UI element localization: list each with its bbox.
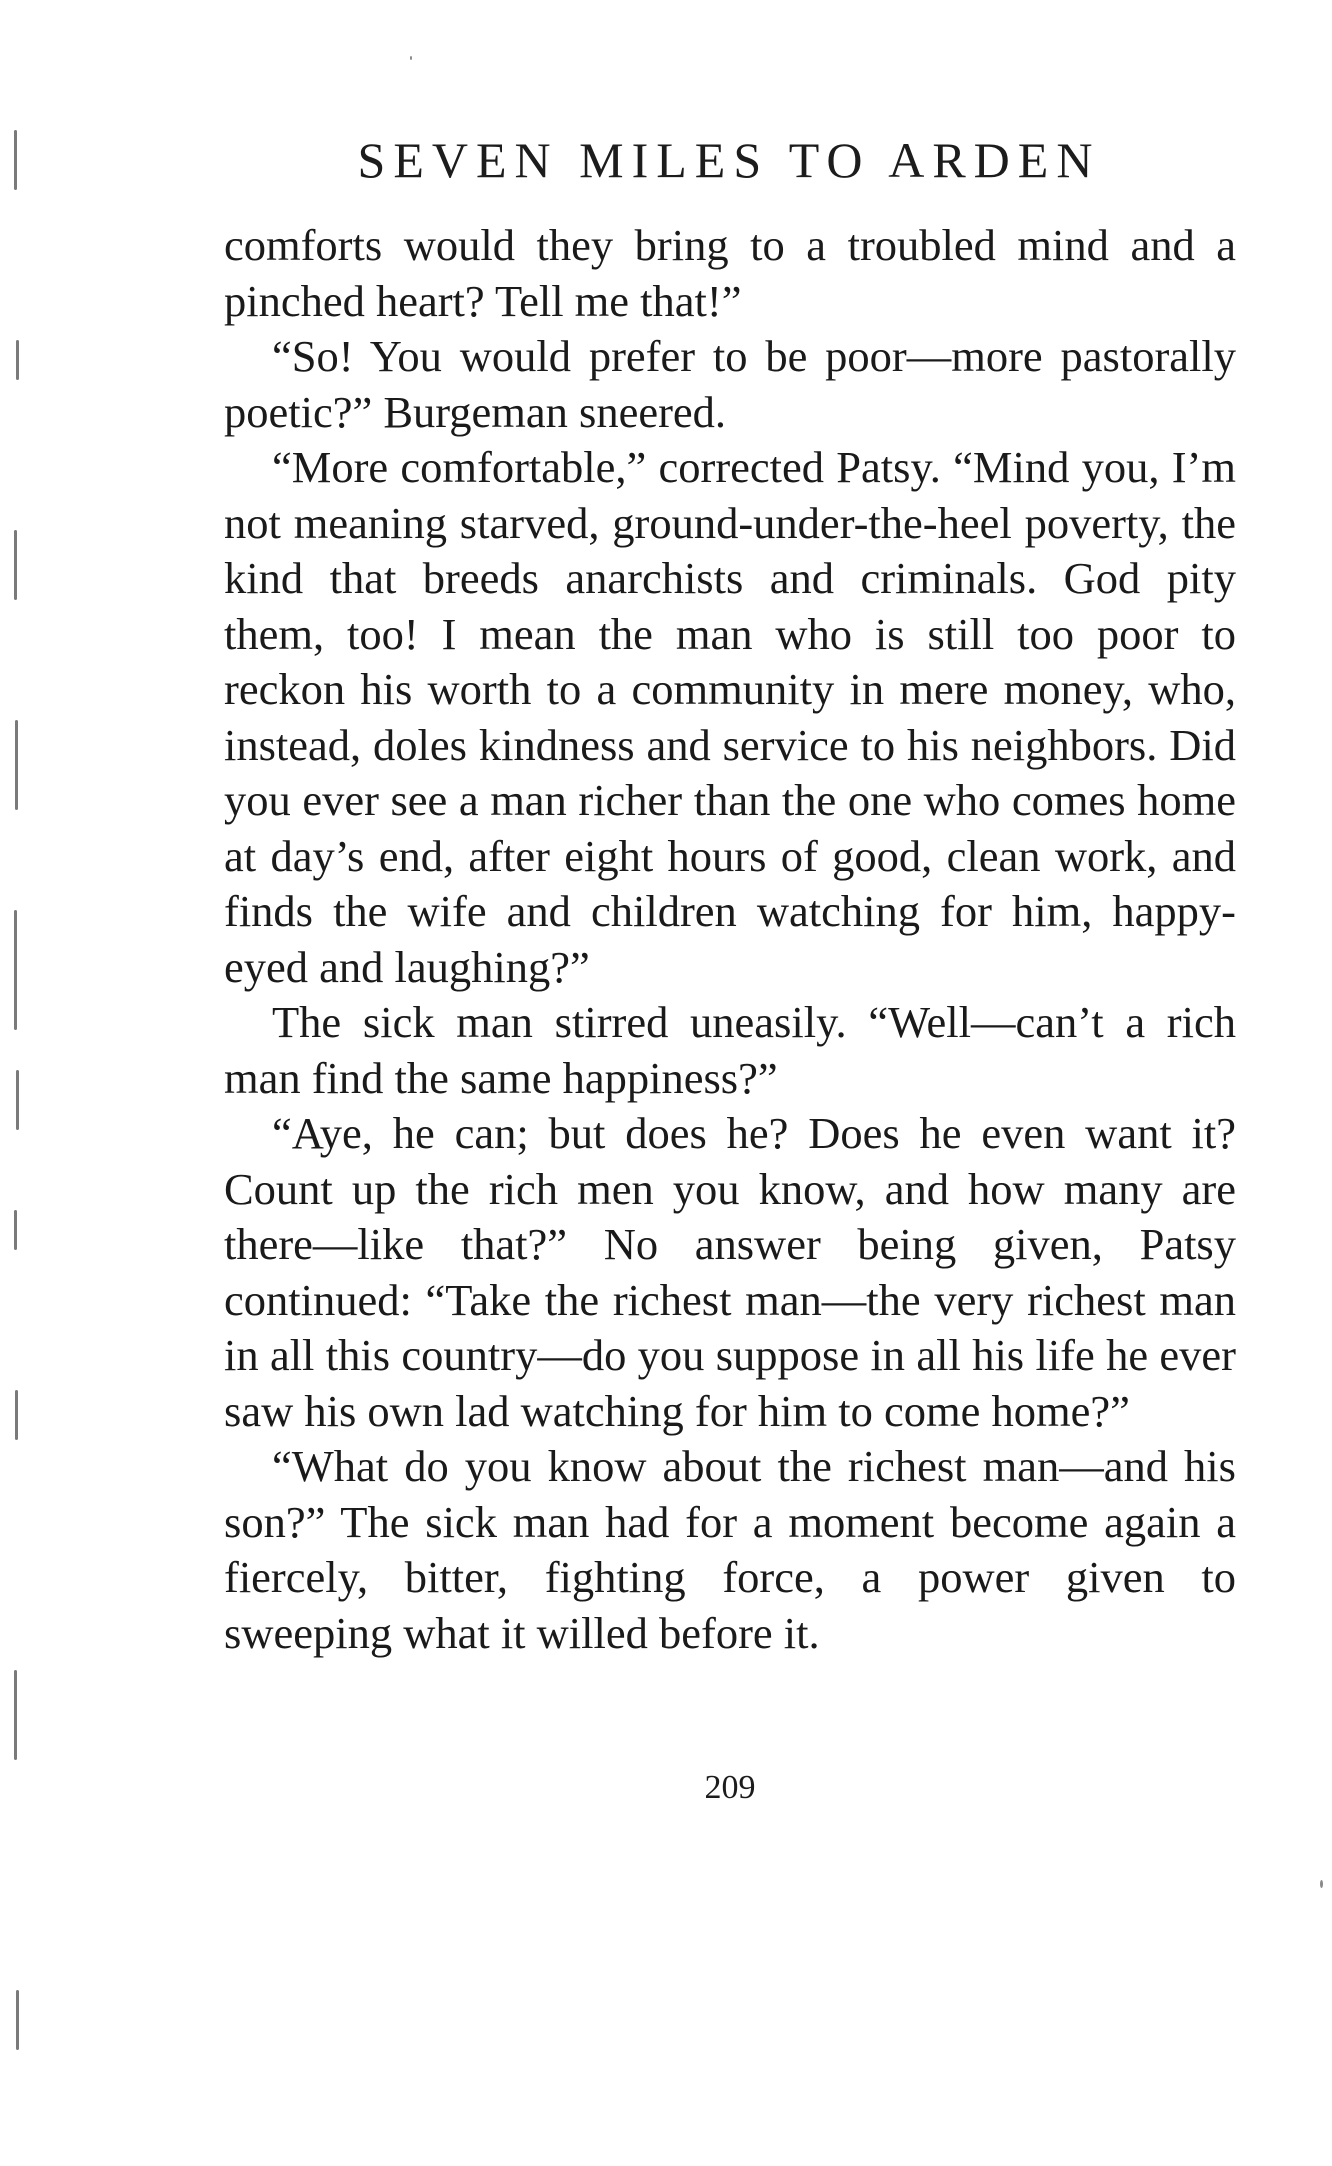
paragraph: “So! You would prefer to be poor—more pastorally poetic?” Burgeman sneered. xyxy=(224,331,1236,437)
page-number: 209 xyxy=(704,1769,756,1806)
paper-speck xyxy=(1320,1880,1323,1888)
paragraph: “What do you know about the richest man—and his son?” The sick man had for a moment become again a fiercely, bitter, fighting force, a power given to sweeping what it willed before it. xyxy=(224,1441,1236,1658)
running-head: SEVEN MILES TO ARDEN xyxy=(357,132,1101,188)
paper-speck xyxy=(410,56,412,60)
body-text xyxy=(224,218,1236,1661)
paragraph: “More comfortable,” corrected Patsy. “Mind you, I’m not meaning starved, ground-under-the-heel poverty, the kind that breeds anarchists and criminals. God pity them, too! I mean the man who is still too poor to reckon his worth to a community in mere money, who, instead, doles kindness and service to his neighbors. Did you ever see a man richer than the one who comes home at day’s end, after eight hours of good, clean work, and finds the wife and children watching for him, happy-eyed and laughing?” xyxy=(224,442,1236,992)
paragraph: comforts would they bring to a troubled mind and a pinched heart? Tell me that!” xyxy=(224,220,1236,326)
page-gutter-edge xyxy=(14,110,28,2110)
paragraph: The sick man stirred uneasily. “Well—can’t a rich man find the same happiness?” xyxy=(224,997,1236,1103)
paragraph: “Aye, he can; but does he? Does he even want it? Count up the rich men you know, and how many are there—like that?” No answer being given, Patsy continued: “Take the richest man—the very richest man in all this country—do you suppose in all his life he ever saw his own lad watching for him to come home?” xyxy=(224,1108,1236,1436)
